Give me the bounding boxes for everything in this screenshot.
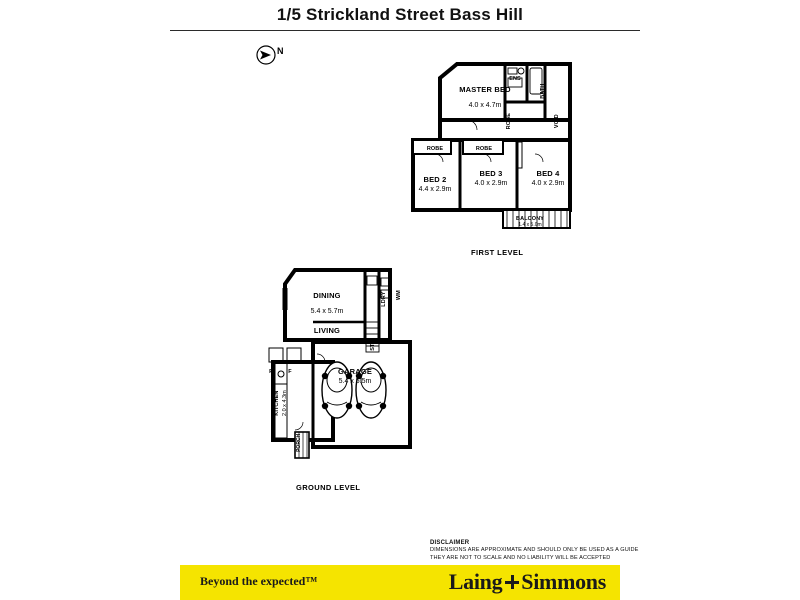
plus-icon <box>505 575 519 589</box>
room-label-dining: DINING <box>313 291 341 300</box>
room-label-st: ST <box>369 343 376 351</box>
north-arrow-icon <box>252 42 290 70</box>
room-dims-bed3: 4.0 x 2.9m <box>474 180 508 187</box>
logo-text-simmons: Simmons <box>521 569 606 594</box>
room-label-void: VOID <box>553 114 560 129</box>
room-label-porch: PORCH <box>296 433 303 452</box>
disclaimer-line-2: THEY ARE NOT TO SCALE AND NO LIABILITY WILL BE ACCEPTED <box>430 555 611 562</box>
disclaimer-line-1: DIMENSIONS ARE APPROXIMATE AND SHOULD ONLY BE USED AS A GUIDE <box>430 547 639 553</box>
room-label-living: LIVING <box>313 326 341 335</box>
disclaimer-heading: DISCLAIMER <box>430 540 470 546</box>
room-label-bed3: BED 3 <box>479 169 503 178</box>
room-label-garage: GARAGE <box>337 367 373 376</box>
room-label-ens: ENS <box>509 76 521 82</box>
svg-text:N: N <box>277 46 284 56</box>
room-dims-kitchen: 2.0 x 4.3m <box>281 390 288 416</box>
laing-simmons-logo <box>449 569 606 595</box>
room-label-robe-master: ROBE <box>505 113 512 130</box>
room-label-robe-bed2: ROBE <box>426 146 444 152</box>
room-dims-bed2: 4.4 x 2.9m <box>418 186 452 193</box>
logo-text-laing: Laing <box>448 569 503 594</box>
room-dims-garage: 5.4 x 5.5m <box>338 378 372 385</box>
room-dims-balcony: 1.4 x 5.0m <box>518 222 542 228</box>
room-label-master-bed: MASTER BED <box>459 85 511 94</box>
page-title: 1/5 Strickland Street Bass Hill <box>276 5 524 24</box>
room-label-bed2: BED 2 <box>423 175 447 184</box>
room-label-fridge: F <box>288 369 292 375</box>
room-dims-bed4: 4.0 x 2.9m <box>531 180 565 187</box>
level-label-first: FIRST LEVEL <box>471 248 524 257</box>
room-label-wm: WM <box>395 290 402 301</box>
room-label-kitchen: KITCHEN <box>273 390 280 416</box>
room-label-bed4: BED 4 <box>536 169 560 178</box>
room-label-bath: BATH <box>539 83 546 99</box>
room-label-balcony: BALCONY <box>516 216 544 222</box>
disclaimer-block <box>430 540 690 562</box>
room-label-ldry: LDRY <box>380 291 387 307</box>
room-label-robe-bed3: ROBE <box>475 146 493 152</box>
footer-brand-bar <box>180 565 620 600</box>
footer-tagline: Beyond the expected™ <box>200 574 318 588</box>
room-dims-dining: 5.4 x 5.7m <box>310 308 344 315</box>
level-label-ground: GROUND LEVEL <box>296 483 361 492</box>
room-dims-master-bed: 4.0 x 4.7m <box>468 102 502 109</box>
room-label-pantry: P <box>269 369 273 375</box>
